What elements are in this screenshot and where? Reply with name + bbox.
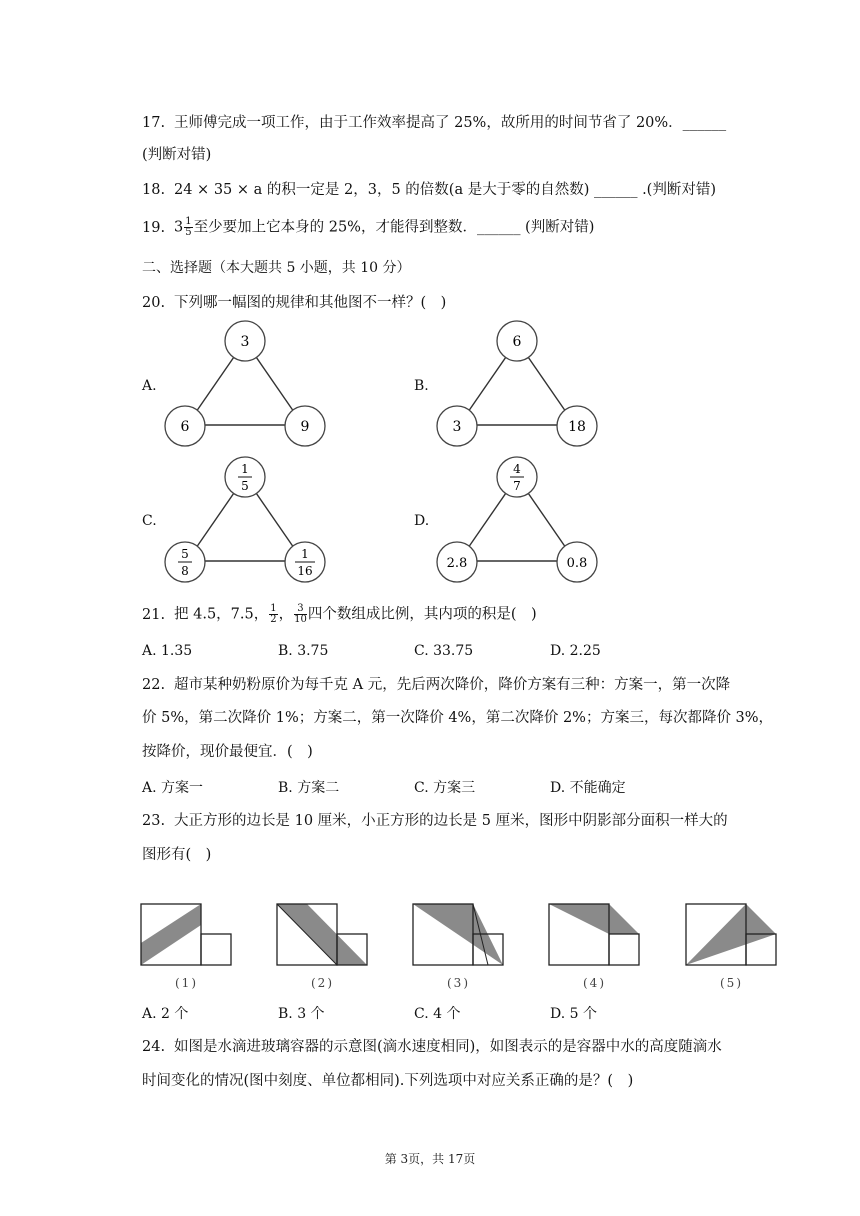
question-18 — [142, 180, 716, 200]
numerator: 1 — [270, 603, 277, 614]
top-denominator: 5 — [241, 479, 249, 493]
question-text: 如图是水滴进玻璃容器的示意图(滴水速度相同)，如图表示的是容器中水的高度随滴水 — [174, 1039, 722, 1055]
q23-option-a: A. 2 个 — [142, 1006, 189, 1022]
left-number: 3 — [452, 419, 462, 435]
right-numerator: 1 — [301, 547, 309, 561]
question-text: 24 × 35 × a 的积一定是 2，3，5 的倍数(a 是大于零的自然数) ______ .(判断对错) — [174, 182, 716, 198]
question-text: 王师傅完成一项工作，由于工作效率提高了 25%，故所用的时间节省了 20%．______ — [174, 115, 727, 131]
triangle-figure-c — [160, 452, 330, 590]
q22-option-c: C. 方案三 — [414, 780, 476, 796]
option-label-c: C. — [142, 513, 157, 529]
q22-option-b: B. 方案二 — [278, 780, 340, 796]
question-number: 17. — [142, 115, 166, 131]
question-23 — [142, 811, 728, 831]
q23-option-d: D. 5 个 — [550, 1006, 597, 1022]
question-22 — [142, 675, 730, 695]
q22-option-d: D. 不能确定 — [550, 780, 626, 796]
triangle-figure-b — [432, 316, 602, 454]
question-text: 大正方形的边长是 10 厘米，小正方形的边长是 5 厘米，图形中阴影部分面积一样大的 — [174, 813, 728, 829]
denominator: 5 — [185, 227, 192, 238]
question-number: 22. — [142, 677, 166, 693]
denominator: 2 — [270, 614, 277, 625]
square-figure-1 — [140, 903, 234, 967]
triangle-figure-d — [432, 452, 602, 590]
question-text-post: 四个数组成比例，其内项的积是( ) — [307, 606, 537, 623]
square-figure-2 — [276, 903, 370, 967]
question-22-line3: 按降价，现价最便宜．( ) — [142, 744, 313, 760]
question-22-line2: 价 5%，第二次降价 1%；方案二，第一次降价 4%，第二次降价 2%；方案三，每次都降价 3%， — [142, 710, 774, 726]
question-text: 至少要加上它本身的 25%，才能得到整数．______ (判断对错) — [193, 219, 595, 236]
top-number: 3 — [240, 334, 250, 350]
q21-option-d: D. 2.25 — [550, 643, 601, 659]
q21-option-a: A. 1.35 — [142, 643, 193, 659]
option-label-b: B. — [414, 378, 429, 394]
question-text: 超市某种奶粉原价为每千克 A 元，先后两次降价，降价方案有三种：方案一，第一次降 — [174, 677, 731, 693]
left-denominator: 8 — [181, 564, 189, 578]
left-number: 2.8 — [446, 556, 468, 571]
square-figure-3 — [412, 903, 506, 967]
question-text: 下列哪一幅图的规律和其他图不一样？( ) — [174, 295, 447, 311]
page-footer: 第 3页，共 17页 — [384, 1152, 476, 1166]
option-label-a: A. — [142, 378, 157, 394]
fraction-three-tenths — [294, 604, 307, 625]
question-19 — [142, 217, 594, 238]
right-number: 0.8 — [566, 556, 588, 571]
q21-option-b: B. 3.75 — [278, 643, 329, 659]
q23-option-c: C. 4 个 — [414, 1006, 461, 1022]
question-17-line2 — [142, 145, 211, 165]
question-number: 24. — [142, 1039, 166, 1055]
square-figure-5 — [685, 903, 779, 967]
figure-caption-5: (5) — [720, 976, 743, 990]
figure-caption-1: (1) — [175, 976, 198, 990]
question-number: 21. — [142, 606, 166, 623]
question-text-pre: 把 4.5，7.5， — [174, 606, 269, 623]
question-number: 23. — [142, 813, 166, 829]
right-number: 18 — [568, 419, 586, 435]
denominator: 10 — [294, 614, 307, 625]
left-number: 6 — [180, 419, 190, 435]
option-label-d: D. — [414, 513, 430, 529]
fraction-one-half — [269, 604, 277, 625]
q23-option-b: B. 3 个 — [278, 1006, 325, 1022]
top-denominator: 7 — [513, 479, 521, 493]
figure-caption-4: (4) — [583, 976, 606, 990]
figure-caption-2: (2) — [311, 976, 334, 990]
section-heading: 二、选择题（本大题共 5 小题，共 10 分） — [142, 260, 411, 276]
question-number: 18. — [142, 182, 166, 198]
right-denominator: 16 — [297, 564, 313, 578]
top-numerator: 1 — [241, 462, 249, 476]
question-23-line2: 图形有( ) — [142, 847, 212, 863]
triangle-figure-a — [160, 316, 330, 454]
numerator: 3 — [294, 604, 307, 615]
numerator: 1 — [185, 216, 192, 227]
question-24 — [142, 1037, 722, 1057]
q21-option-c: C. 33.75 — [414, 643, 474, 659]
square-figure-4 — [548, 903, 642, 967]
question-number: 19. — [142, 219, 166, 236]
mixed-number-fraction — [184, 217, 192, 238]
question-text: (判断对错) — [142, 147, 212, 163]
figure-caption-3: (3) — [447, 976, 470, 990]
top-number: 6 — [512, 334, 522, 350]
question-20 — [142, 293, 446, 313]
question-number: 20. — [142, 295, 166, 311]
question-24-line2: 时间变化的情况(图中刻度、单位都相同).下列选项中对应关系正确的是？( ) — [142, 1073, 634, 1089]
question-21: 21. 把 4.5，7.5， $\frac{1}{2}$ ， $\frac{3}{10}$ 四个数组成比例，其内项的积是( ) — [142, 603, 537, 625]
right-number: 9 — [300, 419, 310, 435]
top-numerator: 4 — [513, 462, 521, 476]
q22-option-a: A. 方案一 — [142, 780, 204, 796]
mixed-number-whole: 3 — [174, 219, 184, 236]
question-17 — [142, 113, 726, 133]
left-numerator: 5 — [181, 547, 189, 561]
